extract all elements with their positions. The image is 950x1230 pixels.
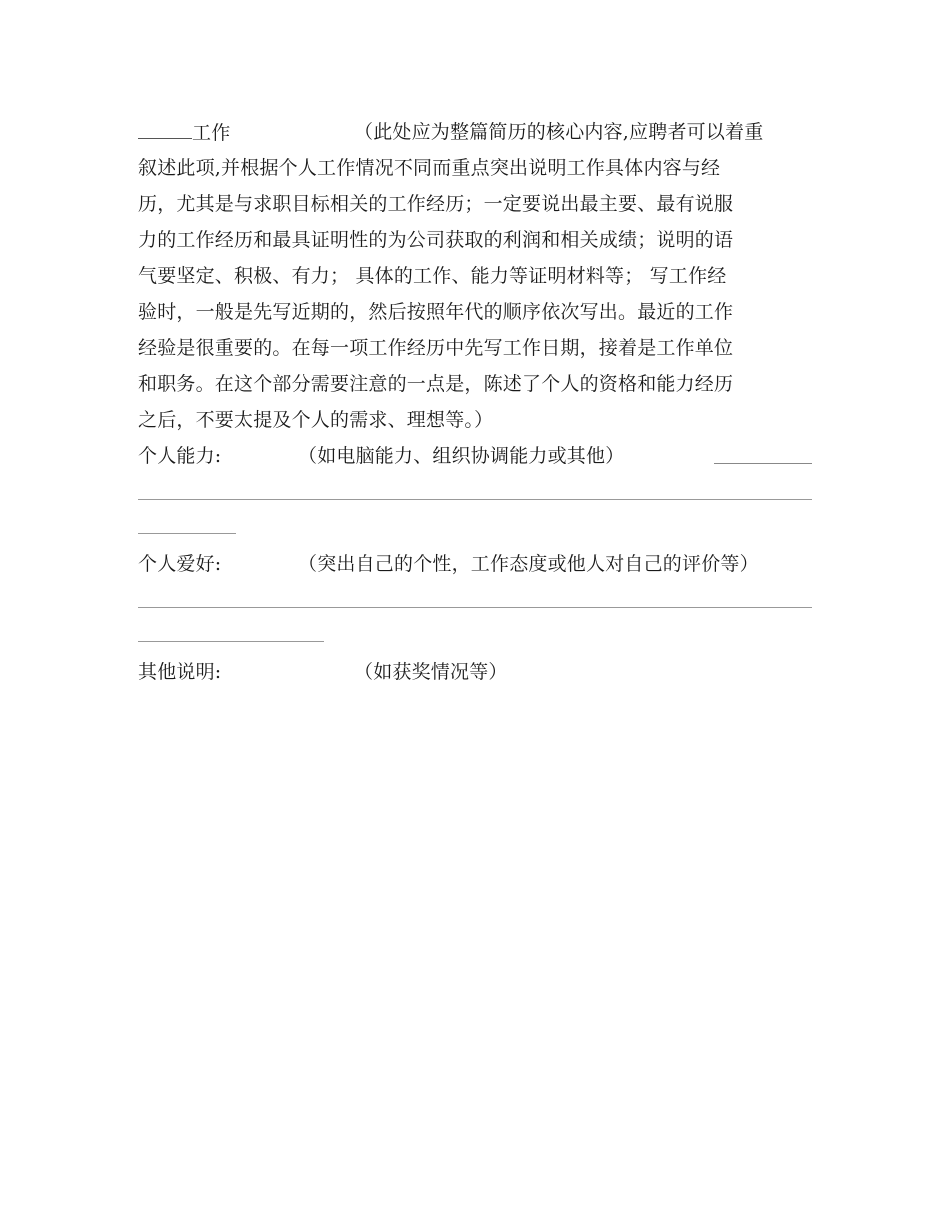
hobby-label: 个人爱好: bbox=[138, 553, 222, 575]
hobby-row bbox=[138, 546, 812, 582]
ability-hint: （如电脑能力、组织协调能力或其他） bbox=[298, 445, 625, 467]
other-hint: （如获奖情况等） bbox=[354, 661, 508, 683]
work-description-line-2: 叙述此项,并根据个人工作情况不同而重点突出说明工作具体内容与经 bbox=[138, 157, 721, 179]
work-description-row bbox=[138, 402, 812, 438]
work-description-row bbox=[138, 330, 812, 366]
work-description-line-6: 验时，一般是先写近期的，然后按照年代的顺序依次写出。最近的工作 bbox=[138, 301, 734, 323]
work-description-line-8: 和职务。在这个部分需要注意的一点是，陈述了个人的资格和能力经历 bbox=[138, 373, 734, 395]
ability-blank-line[interactable] bbox=[714, 463, 812, 464]
work-description-row bbox=[138, 222, 812, 258]
hobby-hint: （突出自己的个性，工作态度或他人对自己的评价等） bbox=[298, 553, 759, 575]
other-row bbox=[138, 654, 812, 690]
work-heading-row bbox=[138, 114, 812, 150]
work-description-row bbox=[138, 150, 812, 186]
document-page bbox=[138, 114, 812, 690]
work-blank-line bbox=[138, 114, 192, 139]
work-description-line-5: 气要坚定、积极、有力； 具体的工作、能力等证明材料等； 写工作经 bbox=[138, 265, 727, 287]
work-description-row bbox=[138, 186, 812, 222]
other-label: 其他说明: bbox=[138, 661, 222, 683]
work-description-line-7: 经验是很重要的。在每一项工作经历中先写工作日期，接着是工作单位 bbox=[138, 337, 734, 359]
ability-fill-line-short[interactable] bbox=[138, 510, 812, 546]
ability-fill-line[interactable] bbox=[138, 474, 812, 510]
work-description-row bbox=[138, 294, 812, 330]
work-label-group bbox=[138, 114, 230, 151]
work-description-line-1: （此处应为整篇简历的核心内容,应聘者可以着重 bbox=[354, 121, 764, 143]
work-description-line-3: 历，尤其是与求职目标相关的工作经历；一定要说出最主要、最有说服 bbox=[138, 193, 734, 215]
ability-row bbox=[138, 438, 812, 474]
work-description-row bbox=[138, 366, 812, 402]
work-description-line-4: 力的工作经历和最具证明性的为公司获取的利润和相关成绩；说明的语 bbox=[138, 229, 734, 251]
hobby-fill-line-short[interactable] bbox=[138, 618, 812, 654]
work-description-line-9: 之后，不要太提及个人的需求、理想等。） bbox=[138, 409, 494, 431]
work-label: 工作 bbox=[192, 122, 231, 144]
work-description-row bbox=[138, 258, 812, 294]
ability-label: 个人能力: bbox=[138, 445, 222, 467]
hobby-fill-line[interactable] bbox=[138, 582, 812, 618]
